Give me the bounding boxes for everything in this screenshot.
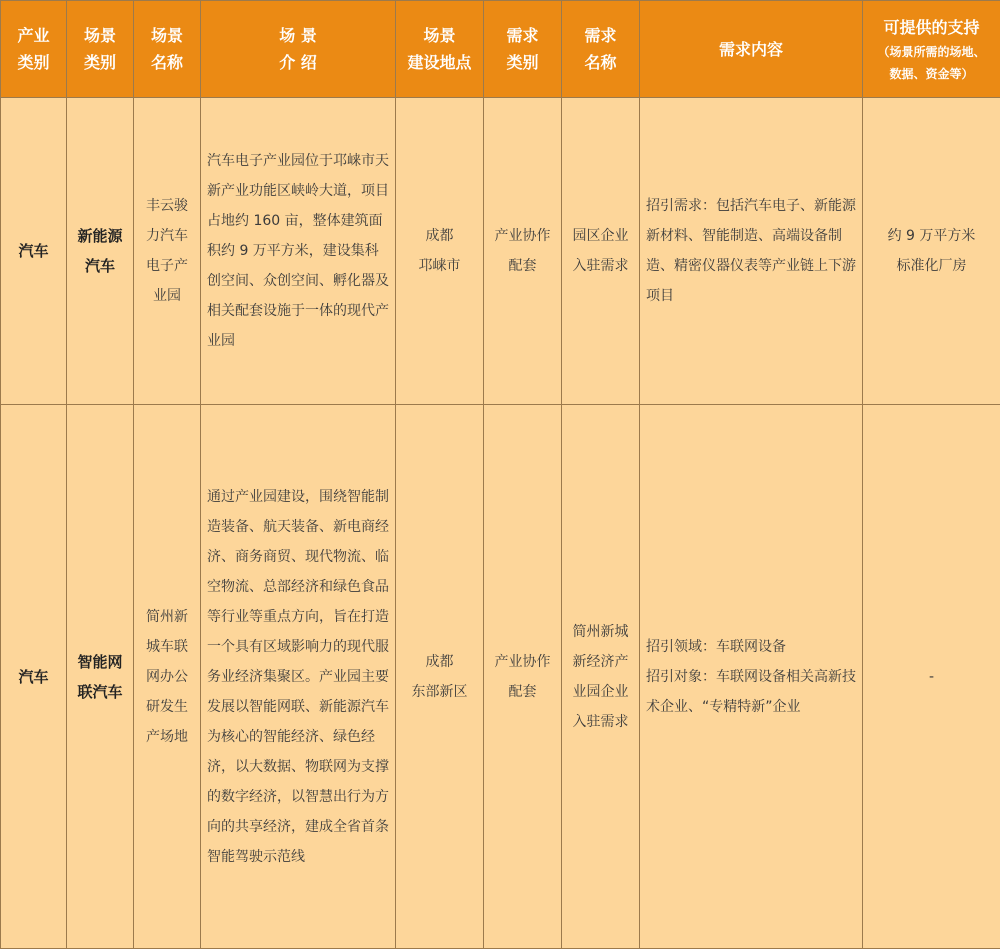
header-demand-category: 需求 类别 [484,1,562,98]
header-row [1,1,1000,98]
header-scene-category: 场景 类别 [67,1,134,98]
header-support [863,1,1000,98]
cell-support: 约 9 万平方米 标准化厂房 [863,98,1000,405]
cell-scene-intro: 汽车电子产业园位于邛崃市天新产业功能区峡岭大道，项目占地约 160 亩，整体建筑面积约 9 万平方米，建设集科创空间、众创空间、孵化器及相关配套设施于一体的现代产业园 [201,98,396,405]
cell-scene-category: 智能网 联汽车 [67,405,134,949]
cell-location: 成都 东部新区 [396,405,484,949]
cell-industry-category: 汽车 [1,405,67,949]
header-demand-content: 需求内容 [640,1,863,98]
table-row [1,405,1000,949]
cell-demand-category: 产业协作 配套 [484,98,562,405]
cell-demand-content: 招引领域：车联网设备 招引对象：车联网设备相关高新技术企业、“专精特新”企业 [640,405,863,949]
cell-scene-name: 简州新 城车联 网办公 研发生 产场地 [134,405,201,949]
header-location: 场景 建设地点 [396,1,484,98]
header-demand-name: 需求 名称 [562,1,640,98]
cell-scene-name: 丰云骏 力汽车 电子产 业园 [134,98,201,405]
cell-demand-category: 产业协作 配套 [484,405,562,949]
header-scene-intro: 场 景 介 绍 [201,1,396,98]
cell-demand-name: 园区企业 入驻需求 [562,98,640,405]
header-support-title: 可提供的支持 [883,18,979,37]
cell-support: - [863,405,1000,949]
header-scene-name: 场景 名称 [134,1,201,98]
cell-demand-name: 简州新城 新经济产 业园企业 入驻需求 [562,405,640,949]
header-industry-category: 产业 类别 [1,1,67,98]
cell-scene-category: 新能源 汽车 [67,98,134,405]
cell-scene-intro: 通过产业园建设，围绕智能制造装备、航天装备、新电商经济、商务商贸、现代物流、临空物流、总部经济和绿色食品等行业等重点方向，旨在打造一个具有区域影响力的现代服务业经济集聚区。产业园主要发展以智能网联、新能源汽车为核心的智能经济、绿色经济，以大数据、物联网为支撑的数字经济，以智慧出行为方向的共享经济，建成全省首条智能驾驶示范线 [201,405,396,949]
cell-demand-content: 招引需求：包括汽车电子、新能源新材料、智能制造、高端设备制造、精密仪器仪表等产业链上下游项目 [640,98,863,405]
table-row [1,98,1000,405]
cell-industry-category: 汽车 [1,98,67,405]
cell-location: 成都 邛崃市 [396,98,484,405]
header-support-subtitle: （场景所需的场地、 数据、资金等） [863,41,1000,85]
